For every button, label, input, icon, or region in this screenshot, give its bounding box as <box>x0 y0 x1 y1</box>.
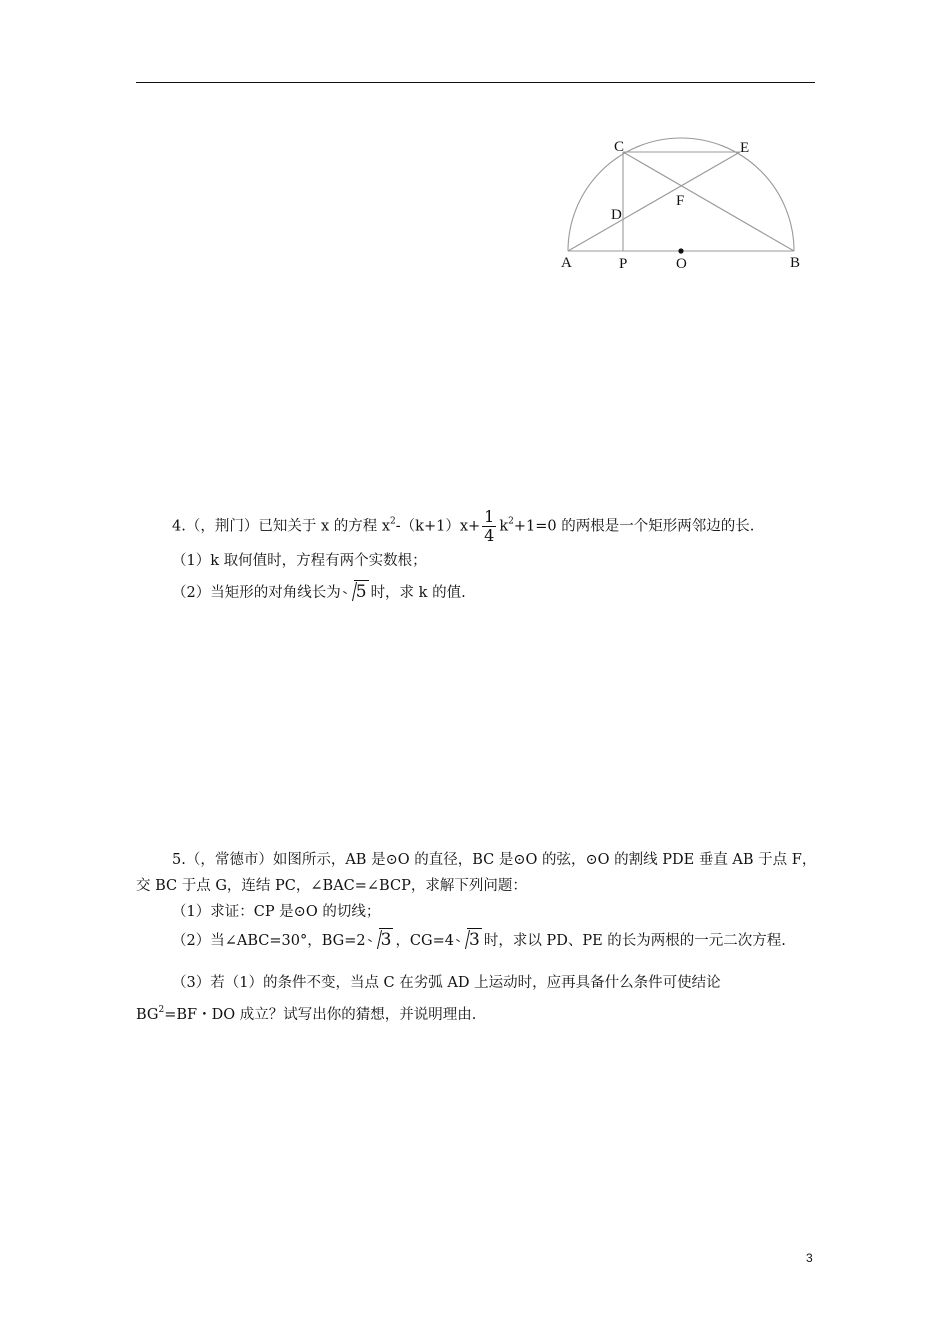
q4-stem-b: -（k+1）x+ <box>395 518 481 535</box>
q4-stem-c: k <box>499 518 509 535</box>
q4-stem <box>172 508 754 545</box>
q4-stem-d: +1=0 的两根是一个矩形两邻边的长. <box>513 518 755 535</box>
geometry-figure <box>555 133 810 273</box>
q5-sqrt-1 <box>368 928 394 950</box>
q4-sqrt <box>343 580 369 602</box>
q4-part2-a: （2）当矩形的对角线长为 <box>172 585 341 601</box>
q4-part2 <box>172 580 466 603</box>
q5-part3-rest: =BF・DO 成立？试写出你的猜想，并说明理由. <box>164 1007 477 1023</box>
q5-sqrt-1-value: 3 <box>380 930 392 950</box>
label-c: C <box>614 139 625 155</box>
q5-part3-line1: （3）若（1）的条件不变，当点 C 在劣弧 AD 上运动时，应再具备什么条件可使结论 <box>172 975 721 991</box>
q4-part1: （1）k 取何值时，方程有两个实数根； <box>172 553 427 569</box>
q4-fraction <box>482 508 496 545</box>
q4-frac-den: 4 <box>484 526 495 545</box>
label-p: P <box>619 256 628 272</box>
q4-sqrt-value: 5 <box>355 582 367 602</box>
header-rule <box>136 82 815 83</box>
label-o: O <box>676 256 687 272</box>
q5-part2-c: 时，求以 PD、PE 的长为两根的一元二次方程. <box>483 933 786 949</box>
label-a: A <box>561 255 572 271</box>
q4-part2-b: 时，求 k 的值. <box>370 585 466 601</box>
segment-cb <box>623 152 794 251</box>
segment-ae <box>568 152 740 251</box>
label-b: B <box>790 255 801 271</box>
page-number: 3 <box>806 1251 813 1265</box>
q5-line1: 5.（，常德市）如图所示，AB 是⊙O 的直径，BC 是⊙O 的弦，⊙O 的割线 PDE 垂直 AB 于点 F， <box>172 852 817 868</box>
q5-part3-bg: BG <box>136 1007 159 1023</box>
q5-part3-line2 <box>136 1000 476 1025</box>
label-d: D <box>611 207 622 223</box>
q4-stem-a: 4.（，荆门）已知关于 x 的方程 x <box>172 518 391 535</box>
semicircle-diagram <box>555 133 810 278</box>
q5-part2-a: （2）当∠ABC=30°，BG=2 <box>172 933 366 949</box>
q4-sup2: 2 <box>508 516 514 527</box>
q4-sup: 2 <box>390 516 396 527</box>
center-point-o <box>678 248 683 253</box>
q5-line2: 交 BC 于点 G，连结 PC，∠BAC=∠BCP，求解下列问题： <box>136 878 527 894</box>
label-f: F <box>676 193 685 209</box>
label-e: E <box>740 140 750 156</box>
q5-part3-sup: 2 <box>158 1005 165 1015</box>
q5-sqrt-2 <box>456 928 482 950</box>
q5-part2 <box>172 928 786 951</box>
q5-part2-b: ，CG=4 <box>395 933 454 949</box>
q5-sqrt-2-value: 3 <box>469 930 480 950</box>
q4-frac-num: 1 <box>484 507 495 526</box>
q5-part1: （1）求证：CP 是⊙O 的切线； <box>172 904 381 920</box>
